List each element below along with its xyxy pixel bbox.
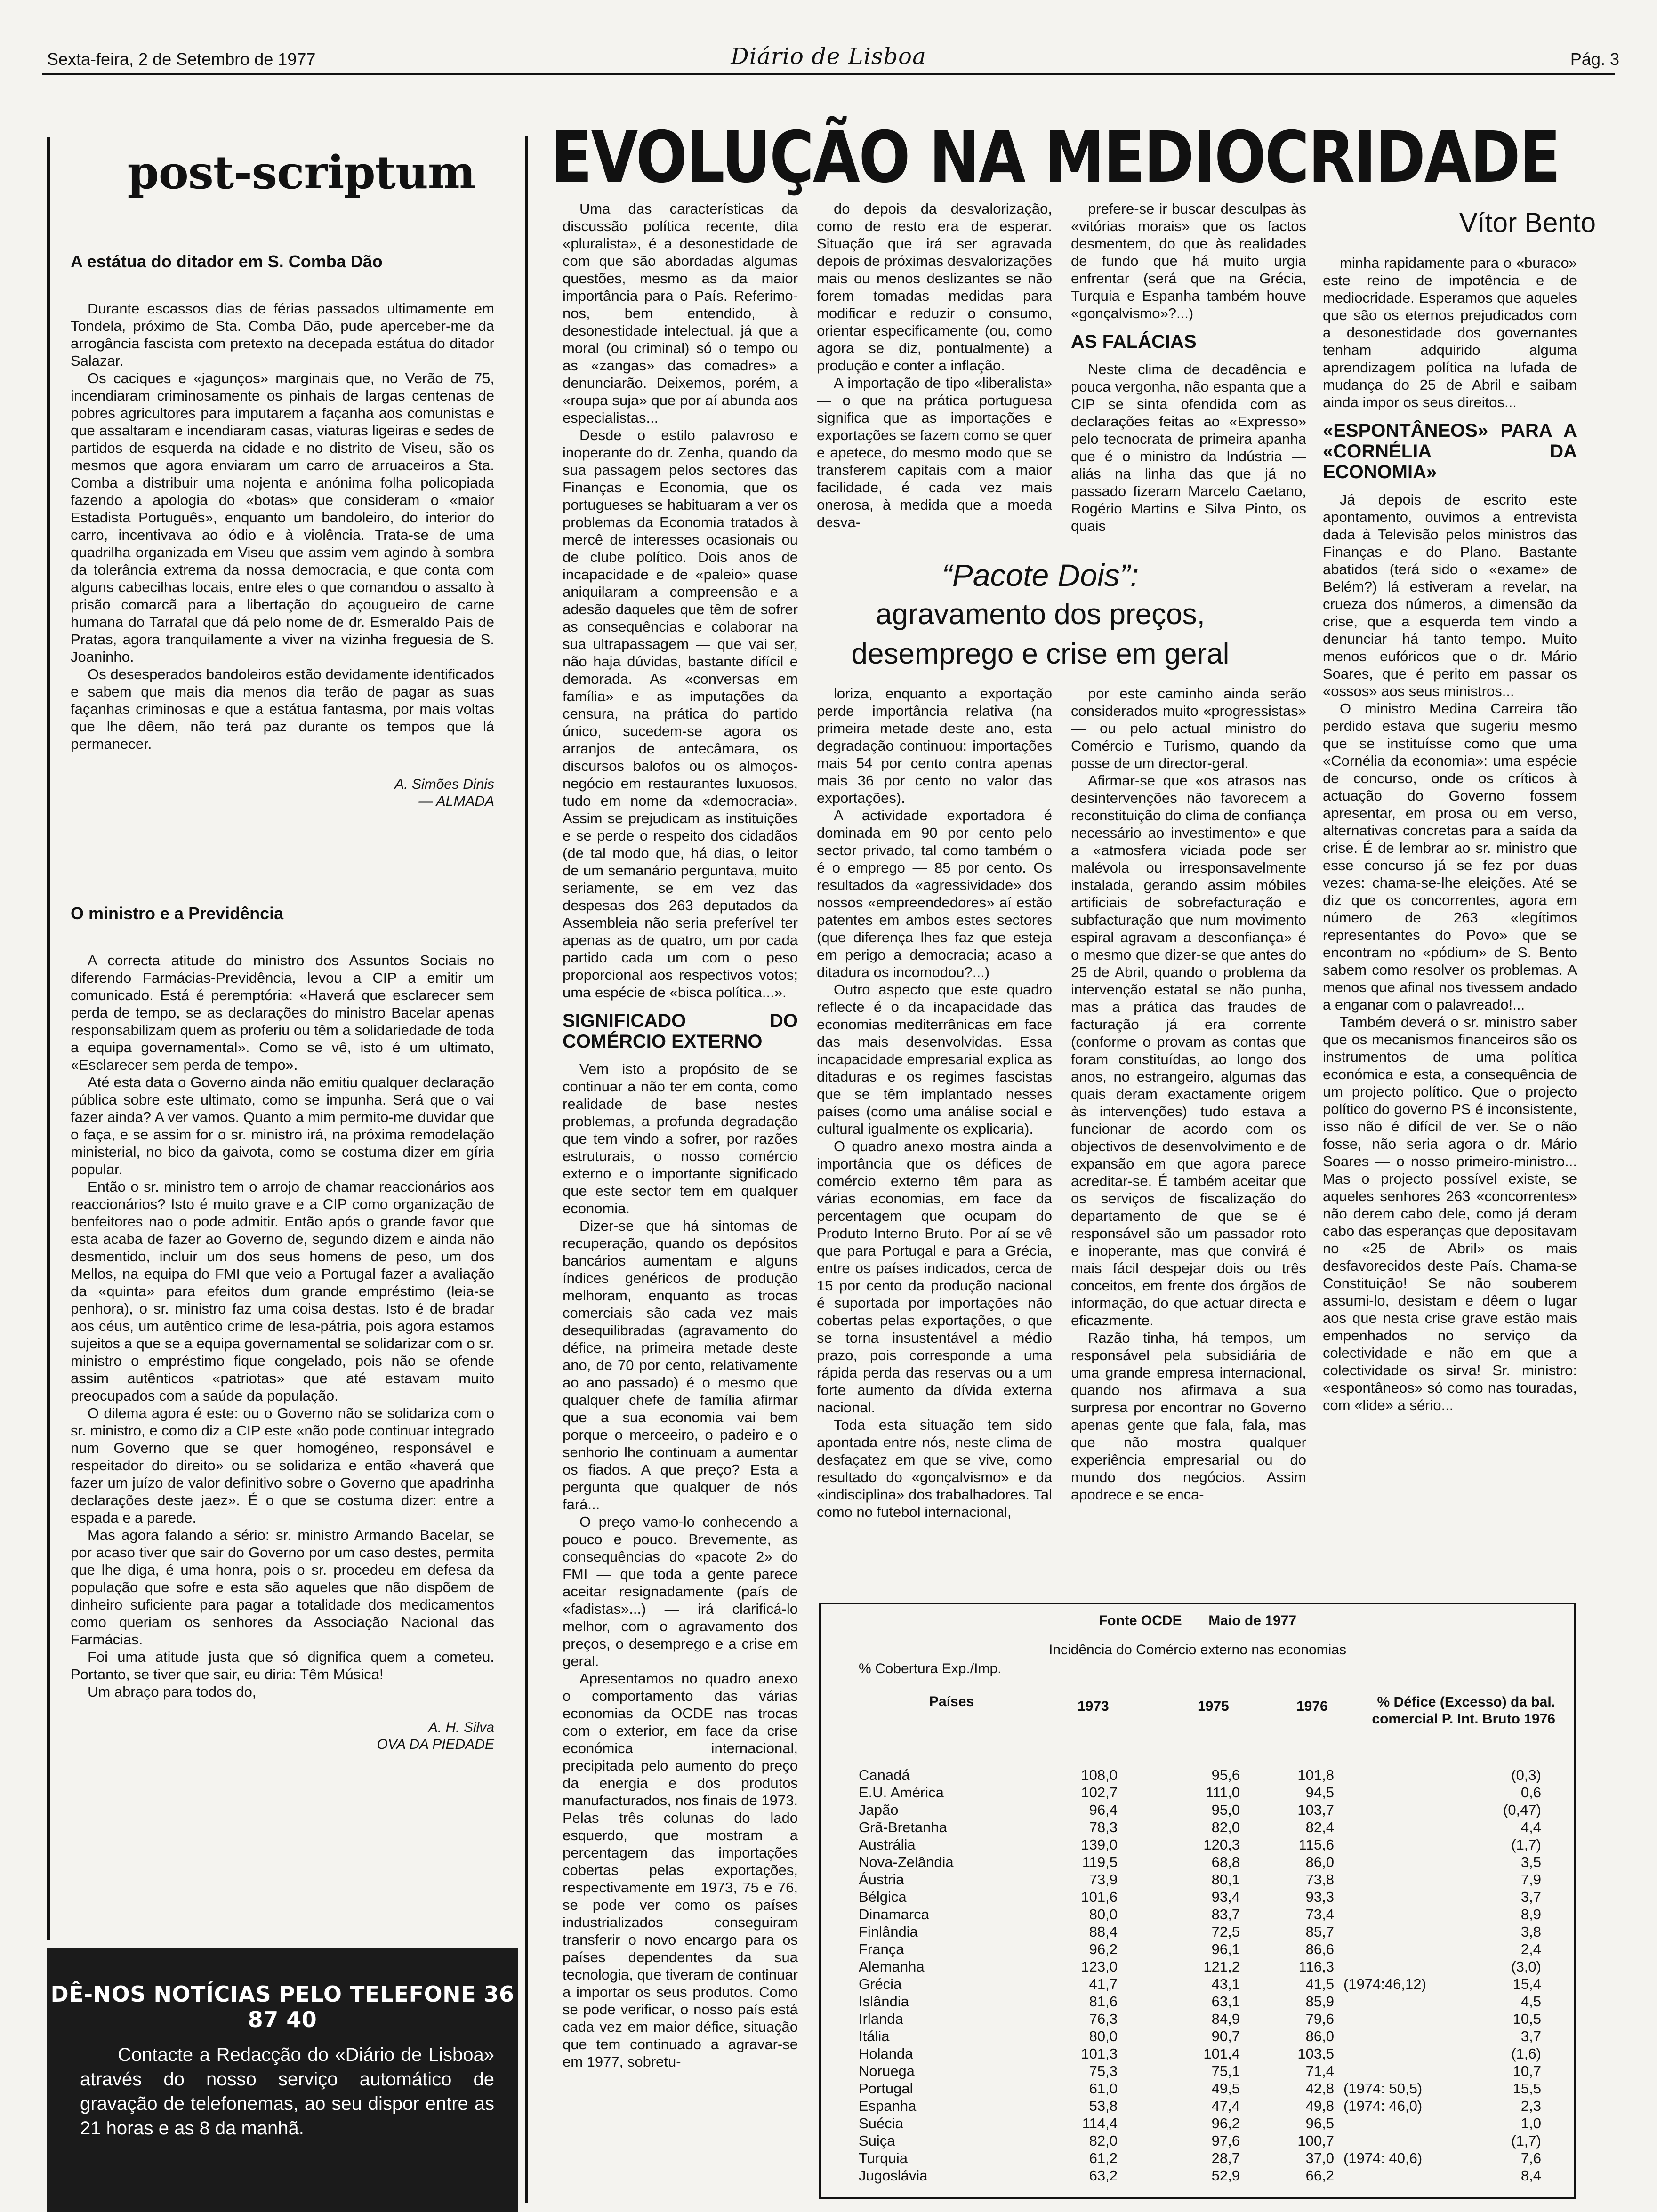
cell-1973: 81,6	[1089, 1993, 1118, 2010]
cell-1973: 119,5	[1082, 1854, 1118, 1870]
pull-quote	[819, 555, 1262, 674]
cell-1973: 53,8	[1089, 2098, 1118, 2114]
cell-1976: 116,3	[1298, 1958, 1334, 1975]
cell-1975: 82,0	[1211, 1819, 1240, 1835]
cell-deficit: 2,3	[1520, 2098, 1541, 2114]
article-paragraph: Desde o estilo palavroso e inoperante do dr. Zenha, quando da sua passagem pelos sectores das Finanças e Economia, que os portugueses se habituaram a ver os problemas da Economia tratados à mercê de interesses ocasionais ou de clube político. Dois anos de incapacidade e de «paleio» quase aniquilaram a compreensão e a adesão daqueles que têm de sofrer as consequências e colaborar na sua ultrapassagem — que vai ser, não haja dúvidas, bastante difícil e demorada. As «conversas em família» e as imputações da censura, na prática do partido único, sucedem-se agora os arranjos de antecâmara, os discursos balofos ou os almoços-negócio em restaurantes luxuosos, tudo em nome da «democracia». Assim se prejudicam as instituições e se perde o respeito dos cidadãos (de tal modo que, há dias, o leitor de um semanário perguntava, muito seriamente, se em vez das despesas dos 263 deputados da Assembleia não seria preferível ter apenas as de quatro, um por cada partido cada um com o peso proporcional aos respectivos votos; uma espécie de «bisca política...».	[563, 427, 798, 1001]
cell-1973: 88,4	[1089, 1923, 1118, 1940]
table-row	[821, 2115, 1574, 2132]
cell-1973: 82,0	[1089, 2132, 1118, 2149]
cell-1975: 83,7	[1211, 1906, 1240, 1923]
cell-deficit: 2,4	[1520, 1941, 1541, 1957]
item-2-paragraph: Um abraço para todos do,	[88, 1683, 257, 1700]
cell-deficit: 4,5	[1520, 1993, 1541, 2010]
cell-deficit: 3,7	[1520, 2028, 1541, 2044]
table-row	[821, 2132, 1574, 2150]
cell-1976: 86,0	[1305, 2028, 1334, 2044]
cell-1975: 111,0	[1206, 1784, 1240, 1801]
cell-deficit: 7,9	[1520, 1871, 1541, 1888]
table-row	[821, 2011, 1574, 2028]
sidebar-rule	[47, 137, 50, 1940]
cell-1973: 78,3	[1089, 1819, 1118, 1835]
cell-note: (1974: 46,0)	[1343, 2098, 1423, 2114]
article-paragraph: Também deverá o sr. ministro saber que os mecanismos financeiros são os instrumentos de uma política económica e esta, a consequência de um projecto político. Que o projecto político do governo PS é inconsistente, isso não é difícil de ver. Se o não fosse, não seria agora o dr. Mário Soares — o nosso primeiro-ministro... Mas o projecto possível existe, se aqueles senhores 263 «concorrentes» não derem cabo dele, como já deram cabo das esperanças que depositavam no «25 de Abril» os mais desfavorecidos deste País. Chama-se Constituição! Se não souberem assumi-lo, desistam e dêem o lugar aos que nesta crise grave estão mais empenhados no serviço da colectividade e não em que a colectividade os sirva! Sr. ministro: «espontâneos» só como nas touradas, com «lide» a sério...	[1323, 1014, 1577, 1413]
cell-country: Noruega	[859, 2063, 915, 2079]
article-paragraph: loriza, enquanto a exportação perde importância relativa (na primeira metade deste ano, esta degradação continuou: importações mais 54 por cento contra apenas mais 36 por cento no valor das exportações).	[817, 685, 1052, 806]
cell-country: Suécia	[859, 2115, 903, 2132]
cell-1973: 63,2	[1089, 2167, 1118, 2184]
col-header-1976: 1976	[1296, 1699, 1328, 1714]
cell-note: (1974: 40,6)	[1343, 2150, 1423, 2166]
cell-1975: 52,9	[1211, 2167, 1240, 2184]
cell-1975: 95,0	[1211, 1802, 1240, 1818]
cell-1976: 37,0	[1305, 2150, 1334, 2166]
item-2-heading: O ministro e a Previdência	[71, 904, 284, 923]
cell-1973: 96,4	[1089, 1802, 1118, 1818]
cell-1976: 82,4	[1305, 1819, 1334, 1835]
table-row	[821, 1854, 1574, 1871]
item-1-signature-name: A. Simões Dinis	[394, 777, 494, 792]
cell-deficit: (1,6)	[1511, 2045, 1541, 2062]
item-1-paragraph: Os caciques e «jagunços» marginais que, no Verão de 75, incendiaram criminosamente os pinhais de largas centenas de pobres agricultores para imputarem a façanha aos comunistas e que assaltaram e incendiaram casas, viaturas ligeiras e sedes de partidos de esquerda na cidade e no distrito de Viseu, são os mesmos que agora enviaram um carro de arruaceiros a Sta. Comba a distribuir uma nojenta e anónima folha policopiada fazendo a apologia do «botas» que consideram o «maior Estadista Português», enquanto um bandoleiro, do interior do carro, incentivava ao ódio e à violência. Trata-se de uma quadrilha organizada em Viseu que assim vem agindo à sombra da tolerância extrema da nossa democracia, e que conta com alguns cabecilhas locais, entre eles o que comandou o assalto à prisão comarcã para a libertação do açougueiro de carne humana do Tarrafal que dá pelo nome de dr. Esmeraldo Pais de Pratas, agora tranquilamente a viver na vizinha freguesia de S. Joaninho.	[71, 370, 494, 665]
cell-note: (1974:46,12)	[1343, 1976, 1426, 1992]
col-header-1973: 1973	[1078, 1699, 1109, 1714]
article-author: Vítor Bento	[1459, 208, 1596, 238]
subheading-espontaneos: «ESPONTÂNEOS» PARA A «CORNÉLIA DA ECONOMIA»	[1323, 420, 1577, 482]
article-paragraph: A importação de tipo «liberalista» — o que na prática portuguesa significa que as importações e exportações se fazem como se quer e apetece, do mesmo modo que se transferem capitais com a maior facilidade, é cada vez mais onerosa, à medida que a moeda desva-	[817, 375, 1052, 530]
cell-1976: 94,5	[1305, 1784, 1334, 1801]
cell-deficit: (0,47)	[1503, 1802, 1541, 1818]
masthead-paper-name: Diário de Lisboa	[731, 43, 926, 70]
item-2-paragraph: Até esta data o Governo ainda não emitiu qualquer declaração pública sobre este ultimato, como se impunha. Será que o vai fazer ainda? A ver vamos. Quanto a mim permito-me duvidar que o faça, e se assim for o sr. ministro irá, na próxima remodelação ministerial, no bico da gaivota, como se costuma dizer em gíria popular.	[71, 1074, 494, 1178]
table-date: Maio de 1977	[1208, 1613, 1297, 1628]
cell-deficit: 3,8	[1520, 1923, 1541, 1940]
article-paragraph: Neste clima de decadência e pouca vergonha, não espanta que a CIP se sinta ofendida com as declarações feitas ao «Expresso» pelo tecnocrata de primeira apanha que é o ministro da Indústria — aliás na linha das que já no passado fizeram Marcelo Caetano, Rogério Martins e Silva Pinto, os quais	[1071, 361, 1306, 534]
cell-1976: 115,6	[1298, 1836, 1334, 1853]
cell-1976: 73,8	[1305, 1871, 1334, 1888]
cell-1976: 85,7	[1305, 1923, 1334, 1940]
cell-1975: 121,2	[1203, 1958, 1240, 1975]
item-2-signature-name: A. H. Silva	[428, 1720, 494, 1735]
cell-1976: 103,5	[1297, 2045, 1334, 2062]
cell-1976: 101,8	[1297, 1767, 1334, 1783]
table-row	[821, 1976, 1574, 1993]
cell-1975: 80,1	[1211, 1871, 1240, 1888]
table-row	[821, 2167, 1574, 2185]
cell-1975: 95,6	[1211, 1767, 1240, 1783]
item-1-paragraph: Durante escassos dias de férias passados ultimamente em Tondela, próximo de Sta. Comba Dão, pude aperceber-me da arrogância fascista com pretexto na decepada estátua do ditador Salazar.	[71, 300, 494, 369]
item-1-signature-place: — ALMADA	[418, 793, 494, 809]
article-paragraph: do depois da desvalorização, como de resto era de esperar. Situação que irá ser agravada depois de próximas desvalorizações mais ou menos deslizantes se não forem tomadas medidas para modificar e reduzir o consumo, orientar especificamente (ou, como agora se diz, pontualmente) a produção e conter a inflação.	[817, 200, 1052, 374]
cell-deficit: (1,7)	[1511, 1836, 1541, 1853]
cell-1975: 75,1	[1211, 2063, 1240, 2079]
table-row	[821, 1836, 1574, 1854]
cell-deficit: 8,9	[1520, 1906, 1541, 1923]
cell-country: Itália	[859, 2028, 890, 2044]
article-column-2-lower	[817, 685, 1052, 1521]
cell-country: Austrália	[859, 1836, 916, 1853]
cell-country: Grécia	[859, 1976, 902, 1992]
table-row	[821, 1993, 1574, 2011]
table-subtitle: % Cobertura Exp./Imp.	[859, 1661, 1002, 1676]
column-divider	[525, 136, 528, 2203]
cell-deficit: 1,0	[1520, 2115, 1541, 2132]
table-row	[821, 2028, 1574, 2045]
cell-1975: 72,5	[1211, 1923, 1240, 1940]
cell-country: Bélgica	[859, 1889, 907, 1905]
cell-1976: 79,6	[1305, 2011, 1334, 2027]
cell-1973: 139,0	[1081, 1836, 1118, 1853]
item-1-paragraph: Os desesperados bandoleiros estão devidamente identificados e sabem que mais dia menos dia terão de pagar as suas façanhas criminosas e que a estátua fantasma, por mais voltas que lhe dêem, não terá paz durante os tempos que lá permanecer.	[71, 666, 494, 752]
cell-1976: 42,8	[1305, 2080, 1334, 2097]
cell-deficit: 10,7	[1512, 2063, 1541, 2079]
cell-deficit: 10,5	[1512, 2011, 1541, 2027]
cell-1973: 61,2	[1089, 2150, 1118, 2166]
cell-deficit: 7,6	[1520, 2150, 1541, 2166]
cell-country: Jugoslávia	[859, 2167, 928, 2184]
article-paragraph: por este caminho ainda serão considerados muito «progressistas» — ou pelo actual ministro do Comércio e Turismo, quando da posse de um director-geral.	[1071, 685, 1306, 771]
col-header-countries: Países	[929, 1694, 974, 1709]
masthead-date: Sexta-feira, 2 de Setembro de 1977	[47, 49, 316, 69]
postscriptum-item-2	[71, 904, 494, 1753]
col-header-deficit: % Défice (Excesso) da bal. comercial P. Int. Bruto 1976	[1372, 1694, 1555, 1727]
item-2-paragraph: Então o sr. ministro tem o arrojo de chamar reaccionários aos reaccionários? Isto é muito grave e a CIP como organização de benfeitores nao o pode admitir. Então após o grande favor que esta acaba de fazer ao Governo de, segundo dizem e ainda não desmentido, incluir um dos seus homens de peso, um dos Mellos, na equipa do FMI que veio a Portugal fazer a avaliação da «quinta» para efeitos dum grande empréstimo (leia-se penhora), o sr. ministro faz uma coisa destas. Isto é de bradar aos céus, um autêntico crime de lesa-pátria, pois agora estamos sujeitos a que se a equipa governamental se solidarizar com o sr. ministro o empréstimo fique congelado, pois não se ofende assim autênticos «patriotas» que até estavam muito preocupados com a saúde da população.	[71, 1178, 494, 1404]
cell-1973: 76,3	[1089, 2011, 1118, 2027]
cell-country: Canadá	[859, 1767, 910, 1783]
cell-1973: 96,2	[1089, 1941, 1118, 1957]
cell-country: Nova-Zelândia	[859, 1854, 954, 1870]
cell-deficit: 0,6	[1520, 1784, 1541, 1801]
cell-1975: 96,1	[1211, 1941, 1240, 1957]
table-row	[821, 2045, 1574, 2063]
cell-country: Irlanda	[859, 2011, 903, 2027]
table-row	[821, 1784, 1574, 1802]
cell-1973: 114,4	[1082, 2115, 1118, 2132]
cell-deficit: 15,4	[1512, 1976, 1541, 1992]
cell-country: E.U. América	[859, 1784, 944, 1801]
cell-1975: 84,9	[1211, 2011, 1240, 2027]
article-headline: EVOLUÇÃO NA MEDIOCRIDADE	[551, 117, 1560, 199]
table-row	[821, 1906, 1574, 1923]
cell-1975: 93,4	[1211, 1889, 1240, 1905]
article-paragraph: Uma das características da discussão política recente, dita «pluralista», é a desonestidade de com que são abordadas algumas questões, mesmo as da maior importância para o País. Referimo-nos, bem entendido, à desonestidade intelectual, já que a moral (ou criminal) só o tempo ou as «zangas» das comadres» a denunciarão. Deixemos, porém, a «roupa suja» que por aí abunda aos especialistas...	[563, 200, 798, 426]
cell-1976: 100,7	[1297, 2132, 1334, 2149]
oecd-trade-table	[819, 1603, 1576, 2199]
cell-1973: 73,9	[1089, 1871, 1118, 1888]
cell-1976: 86,6	[1305, 1941, 1334, 1957]
cell-country: Islândia	[859, 1993, 909, 2010]
cell-1976: 66,2	[1305, 2167, 1334, 2184]
cell-1975: 43,1	[1211, 1976, 1240, 1992]
banner-text: Contacte a Redacção do «Diário de Lisboa» através do nosso serviço automático de gravação de telefonemas, ao seu dispor entre as 21 horas e as 8 da manhã.	[80, 2044, 494, 2139]
cell-1973: 101,3	[1081, 2045, 1118, 2062]
table-row	[821, 1889, 1574, 1906]
article-paragraph: Dizer-se que há sintomas de recuperação, quando os depósitos bancários aumentam e alguns índices genéricos de produção melhoram, enquanto as trocas comerciais são cada vez mais desequilibradas (agravamento do défice, na primeira metade deste ano, de 70 por cento, relativamente ao ano passado) é o mesmo que qualquer chefe de família afirmar que a sua economia vai bem porque o merceeiro, o padeiro e o senhorio lhe continuam a aumentar os fiados. A que preço? Esta a pergunta que qualquer de nós fará...	[563, 1218, 798, 1513]
table-row	[821, 2063, 1574, 2080]
cell-country: Espanha	[859, 2098, 917, 2114]
table-title: Incidência do Comércio externo nas economias	[1048, 1642, 1346, 1658]
cell-1976: 96,5	[1305, 2115, 1334, 2132]
cell-deficit: (0,3)	[1511, 1767, 1541, 1783]
cell-1973: 61,0	[1089, 2080, 1118, 2097]
cell-deficit: 3,5	[1520, 1854, 1541, 1870]
cell-country: Holanda	[859, 2045, 913, 2062]
postscriptum-title: post-scriptum	[127, 146, 475, 199]
article-paragraph: Já depois de escrito este apontamento, ouvimos a entrevista dada à Televisão pelos ministros das Finanças e do Plano. Bastante abatidos (terá sido o «exame» de Belém?) lá estiveram a revelar, na crueza dos números, a dimensão da crise, que a esquerda tem vindo a denunciar há tanto tempo. Muito menos eufóricos que o dr. Mário Soares, que é perito em passar os «ossos» aos seus ministros...	[1323, 491, 1577, 699]
table-source: Fonte OCDE	[1098, 1613, 1182, 1628]
cell-country: Finlândia	[859, 1923, 918, 1940]
subheading-comercio-externo: SIGNIFICADO DO COMÉRCIO EXTERNO	[563, 1010, 798, 1052]
article-column-2-upper	[817, 200, 1052, 531]
col-header-1975: 1975	[1198, 1699, 1229, 1714]
cell-1976: 71,4	[1305, 2063, 1334, 2079]
cell-country: Dinamarca	[859, 1906, 929, 1923]
masthead-page-number: Pág. 3	[1570, 49, 1619, 69]
cell-country: França	[859, 1941, 904, 1957]
table-row	[821, 1941, 1574, 1958]
cell-1976: 93,3	[1305, 1889, 1334, 1905]
article-paragraph: O ministro Medina Carreira tão perdido estava que sugeriu mesmo que se instituísse como que uma «Cornélia da economia»: uma espécie de concurso, onde os críticos à actuação do Governo fossem apresentar, em prosa ou em verso, alternativas concretas para a saída da crise. É de lembrar ao sr. ministro que esse concurso já se fez por duas vezes: chama-se-lhe eleições. Até se diz que os concorrentes, agora em número de 263 «legítimos representantes do Povo» que se encontram no «pódium» de S. Bento sabem como resolver os problemas. A menos que afinal nos tivessem andado a enganar com o palavreado!...	[1323, 700, 1577, 1013]
cell-1973: 123,0	[1081, 1958, 1118, 1975]
cell-1975: 97,6	[1211, 2132, 1240, 2149]
article-column-3-upper	[1071, 200, 1306, 535]
cell-1975: 101,4	[1203, 2045, 1240, 2062]
article-paragraph: O preço vamo-lo conhecendo a pouco e pouco. Brevemente, as consequências do «pacote 2» do FMI — que toda a gente parece aceitar resignadamente (país de «fadistas»...) — irá clarificá-lo melhor, com o agravamento dos preços, o desemprego e a crise em geral.	[563, 1514, 798, 1669]
item-2-paragraph: Foi uma atitude justa que só dignifica quem a cometeu. Portanto, se tiver que sair, eu diria: Têm Música!	[71, 1649, 494, 1683]
article-column-3-lower	[1071, 685, 1306, 1503]
article-paragraph: Apresentamos no quadro anexo o comportamento das várias economias da OCDE nas trocas com o exterior, em face da crise económica internacional, precipitada pelo aumento do preço da energia e dos produtos manufacturados, nos finais de 1973. Pelas três colunas do lado esquerdo, que mostram a percentagem das importações cobertas pelas exportações, respectivamente em 1973, 75 e 76, se pode ver como os países industrializados conseguiram transferir o novo encargo para os países dependentes da sua tecnologia, que tiveram de continuar a importar os seus produtos. Como se pode verificar, o nosso país está cada vez em maior défice, situação que tem continuado a agravar-se em 1977, sobretu-	[563, 1670, 798, 2070]
table-row	[821, 1802, 1574, 1819]
cell-1975: 47,4	[1211, 2098, 1240, 2114]
cell-1973: 108,0	[1081, 1767, 1118, 1783]
cell-note: (1974: 50,5)	[1343, 2080, 1423, 2097]
cell-deficit: 4,4	[1520, 1819, 1541, 1835]
table-row	[821, 1871, 1574, 1889]
phone-news-banner	[47, 1948, 518, 2212]
pull-quote-line-2: agravamento dos preços,	[876, 598, 1205, 631]
table-source-line	[821, 1613, 1574, 1629]
cell-country: Portugal	[859, 2080, 913, 2097]
cell-1973: 75,3	[1089, 2063, 1118, 2079]
cell-country: Japão	[859, 1802, 899, 1818]
cell-deficit: 15,5	[1512, 2080, 1541, 2097]
article-column-4	[1323, 254, 1577, 1414]
item-2-paragraph: Mas agora falando a sério: sr. ministro Armando Bacelar, se por acaso tiver que sair do Governo por um caso destes, permita que lhe diga, é uma honra, pois o sr. procedeu em defesa da população que sofre e esta são aqueles que não dispõem de dinheiro suficiente para pagar a totalidade dos medicamentos como queriam os senhores da Associação Nacional das Farmácias.	[71, 1527, 494, 1648]
cell-1975: 120,3	[1203, 1836, 1240, 1853]
cell-1975: 49,5	[1211, 2080, 1240, 2097]
cell-deficit: (3,0)	[1511, 1958, 1541, 1975]
subheading-falacias: AS FALÁCIAS	[1071, 331, 1197, 352]
item-2-signature-place: OVA DA PIEDADE	[377, 1737, 494, 1752]
article-paragraph: O quadro anexo mostra ainda a importância que os défices de comércio externo têm para as várias economias, em face da percentagem que ocupam do Produto Interno Bruto. Por aí se vê que para Portugal e para a Grécia, entre os países indicados, cerca de 15 por cento da produção nacional é suportada por importações não cobertas pelas exportações, o que se torna insustentável a médio prazo, pois corresponde a uma rápida perda das reservas ou a um forte aumento da dívida externa nacional.	[817, 1138, 1052, 1416]
cell-1976: 86,0	[1305, 1854, 1334, 1870]
cell-1975: 90,7	[1211, 2028, 1240, 2044]
table-row	[821, 1923, 1574, 1941]
cell-1973: 101,6	[1081, 1889, 1118, 1905]
article-paragraph: Toda esta situação tem sido apontada entre nós, neste clima de desfaçatez em que se vive, como resultado do «gonçalvismo» e da «indisciplina» dos trabalhadores. Tal como no futebol internacional,	[817, 1417, 1052, 1520]
table-row	[821, 1767, 1574, 1784]
article-paragraph: Vem isto a propósito de se continuar a não ter em conta, como realidade de base nestes problemas, a profunda degradação que tem vindo a sofrer, por razões estruturais, o nosso comércio externo e o importante significado que este sector tem em qualquer economia.	[563, 1061, 798, 1217]
cell-deficit: (1,7)	[1511, 2132, 1541, 2149]
pull-quote-line-3: desemprego e crise em geral	[851, 638, 1230, 670]
cell-country: Suiça	[859, 2132, 895, 2149]
cell-1976: 49,8	[1305, 2098, 1334, 2114]
cell-1976: 41,5	[1305, 1976, 1334, 1992]
cell-1976: 85,9	[1305, 1993, 1334, 2010]
table-row	[821, 2080, 1574, 2098]
table-row	[821, 1958, 1574, 1976]
cell-1975: 68,8	[1211, 1854, 1240, 1870]
pull-quote-line-1: “Pacote Dois”:	[941, 558, 1139, 593]
cell-1973: 80,0	[1089, 1906, 1118, 1923]
article-column-1	[563, 200, 798, 2070]
article-paragraph: minha rapidamente para o «buraco» este reino de impotência e de mediocridade. Esperamos que aqueles que são os eternos prejudicados com a desonestidade dos governantes tenham adquirido alguma aprendizagem política na lufada de mudança do 25 de Abril e saibam ainda impor os seus direitos...	[1323, 255, 1577, 410]
item-1-heading: A estátua do ditador em S. Comba Dão	[71, 252, 383, 271]
article-paragraph: A actividade exportadora é dominada em 90 por cento pelo sector privado, tal como também o é o emprego — 85 por cento. Os resultados da «agressividade» dos nossos «empreendedores» aí estão patentes em ambos estes sectores (que diferença lhes faz que esteja em perigo a democracia; acaso a ditadura os incomodou?...)	[817, 807, 1052, 980]
cell-country: Grã-Bretanha	[859, 1819, 947, 1835]
cell-deficit: 8,4	[1520, 2167, 1541, 2184]
cell-deficit: 3,7	[1520, 1889, 1541, 1905]
cell-1973: 41,7	[1089, 1976, 1118, 1992]
cell-country: Alemanha	[859, 1958, 925, 1975]
item-2-paragraph: A correcta atitude do ministro dos Assuntos Sociais no diferendo Farmácias-Previdência, levou a CIP a emitir um comunicado. Está é peremptória: «Haverá que esclarecer sem perda de tempo, se as declarações do ministro Bacelar apenas responsabilizam quem as proferiu ou têm a solidariedade de toda a equipa governamental». Como se vê, isto é um ultimato, «Esclarecer sem perda de tempo».	[71, 952, 494, 1073]
cell-1973: 102,7	[1081, 1784, 1118, 1801]
table-row	[821, 2150, 1574, 2167]
banner-title: DÊ-NOS NOTÍCIAS PELO TELEFONE 36 87 40	[50, 1981, 515, 2032]
cell-1975: 63,1	[1211, 1993, 1240, 2010]
item-2-paragraph: O dilema agora é este: ou o Governo não se solidariza com o sr. ministro, e como diz a CIP este «não pode continuar integrado num Governo que se quer homogéneo, responsável e respeitador do direito» ou se solidariza e então «haverá que fazer um juízo de valor definitivo sobre o Governo que apadrinha declarações deste jaez». É o que se costuma dizer: entre a espada e a parede.	[71, 1405, 494, 1526]
postscriptum-item-1	[71, 252, 494, 810]
article-paragraph: Outro aspecto que este quadro reflecte é o da incapacidade das economias mediterrânicas em face das mais desenvolvidas. Essa incapacidade empresarial explica as ditaduras e os regimes fascistas que se têm implantado nesses países (como uma análise social e cultural igualmente os explicaria).	[817, 981, 1052, 1137]
cell-country: Áustria	[859, 1871, 904, 1888]
article-paragraph: Afirmar-se que «os atrasos nas desintervenções não favorecem a reconstituição do clima de confiança necessário ao investimento» e que a «atmosfera viciada pode ser malévola ou irresponsavelmente instalada, gerando assim móbiles artificiais de sobrefacturação e subfacturação que num movimento espiral agravam a desconfiança» é o mesmo que dizer-se que antes do 25 de Abril, quando o problema da intervenção estatal se não punha, mas a prática das fraudes de facturação já era corrente (conforme o provam as contas que foram constituídas, ao longo dos anos, no estrangeiro, algumas das quais deram exactamente origem às intervenções) tudo estava a funcionar de acordo com os objectivos de desenvolvimento e de expansão em que agora parece acreditar-se. É também aceitar que os serviços de fiscalização do departamento de que se é responsável são um passador roto e inoperante, mas que convirá é mais fácil despejar dois ou três conceitos, em frente dos órgãos de informação, do que actuar directa e eficazmente.	[1071, 772, 1306, 1329]
cell-1973: 80,0	[1089, 2028, 1118, 2044]
cell-1975: 28,7	[1211, 2150, 1240, 2166]
cell-1976: 103,7	[1297, 1802, 1334, 1818]
cell-1976: 73,4	[1305, 1906, 1334, 1923]
article-paragraph: prefere-se ir buscar desculpas às «vitórias morais» que os factos desmentem, do que às realidades de fundo que há muito urgia enfrentar (será que na Grécia, Turquia e Espanha também houve «gonçalvismo»?...)	[1071, 200, 1306, 321]
cell-1975: 96,2	[1211, 2115, 1240, 2132]
cell-country: Turquia	[859, 2150, 908, 2166]
article-paragraph: Razão tinha, há tempos, um responsável pela subsidiária de uma grande empresa internacional, quando nos afirmava a sua surpresa por encontrar no Governo apenas gente que fala, fala, mas que não mostra qualquer experiência empresarial ou do mundo dos negócios. Assim apodrece e se enca-	[1071, 1330, 1306, 1503]
table-row	[821, 2098, 1574, 2115]
masthead-rule	[42, 73, 1615, 75]
table-row	[821, 1819, 1574, 1836]
